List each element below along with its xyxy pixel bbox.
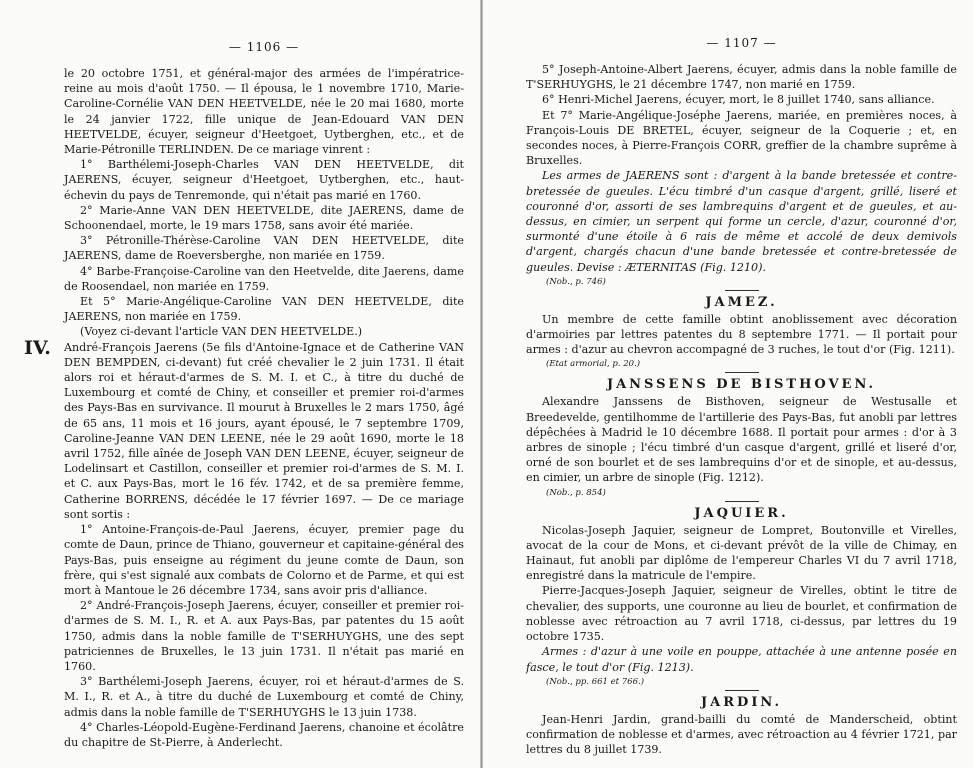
source-reference: (Nob., p. 854): [546, 487, 606, 498]
arms-description: Les armes de JAERENS sont : d'argent à la bande bretessée et contre-bretessée de gueules. L'écu timbré d'un casque d'argent, grillé, liseré et couronné d'or, assorti de ses lambrequins d'argent et de gueules, et au-dessus, en cimier, un serpent qui forme un cercle, d'azur, couronné d'or, surmonté d'une étoile à 6 rais de même et accolé de deux demivols d'argent, chargés chacun d'une bande bretessée et contre-bretessée de gueules. Devise : ÆTERNITAS (Fig. 1210).: [526, 169, 957, 274]
paragraph: Alexandre Janssens de Bisthoven, seigneur de Westusalle et Breedevelde, gentilhomme de l'artillerie des Pays-Bas, fut anobli par lettres dépêchées à Madrid le 10 décembre 1688. Il portait pour armes : d'or à 3 arbres de sinople ; l'écu timbré d'un casque d'argent, grillé et liseré d'or, orné de son bourlet et de ses lambrequins d'or et de sinople, et au-dessus, en cimier, un arbre de sinople (Fig. 1212).: [526, 395, 957, 485]
page-number: — 1107 —: [706, 36, 777, 50]
entry-title: JAMEZ.: [705, 294, 778, 310]
separator-rule: [725, 372, 759, 373]
separator-rule: [725, 290, 759, 291]
page-number: — 1106 —: [228, 40, 300, 54]
source-reference: (Nob., pp. 661 et 766.): [546, 676, 645, 687]
entry-title: JAQUIER.: [694, 505, 789, 521]
arms-description: Armes : d'azur à une voile en pouppe, attachée à une antenne posée en fasce, le tout d'or (Fig. 1213).: [526, 645, 957, 674]
paragraph: 3° Pétronille-Thérèse-Caroline VAN DEN HEETVELDE, dite JAERENS, dame de Roeversberghe, non mariée en 1759.: [64, 234, 464, 263]
separator-rule: [725, 690, 759, 691]
paragraph: le 20 octobre 1751, et général-major des armées de l'impératrice-reine au mois d'août 1750. — Il épousa, le 1 novembre 1710, Marie-Caroline-Cornélie VAN DEN HEETVELDE, née le 20 mai 1680, morte le 24 janvier 1722, fille unique de Jean-Edouard VAN DEN HEETVELDE, écuyer, seigneur d'Heetgoet, Uytberghen, etc., et de Marie-Pétronille TERLINDEN. De ce mariage vinrent :: [64, 67, 464, 157]
separator-rule: [725, 501, 759, 502]
paragraph: 5° Joseph-Antoine-Albert Jaerens, écuyer, admis dans la noble famille de T'SERHUYGHS, le 21 décembre 1747, non marié en 1759.: [526, 63, 957, 92]
paragraph: 2° Marie-Anne VAN DEN HEETVELDE, dite JAERENS, dame de Schoonendael, morte, le 19 mars 1758, sans avoir été mariée.: [64, 203, 464, 233]
paragraph: Un membre de cette famille obtint anoblissement avec décoration d'armoiries par lettres patentes du 8 septembre 1771. — Il portait pour armes : d'azur au chevron accompagné de 3 ruches, le tout d'or (Fig. 1211).: [526, 312, 957, 357]
left-page: [0, 0, 478, 768]
paragraph: 4° Barbe-Françoise-Caroline van den Heetvelde, dite Jaerens, dame de Roosendael, non mariée en 1759.: [64, 264, 464, 293]
source-reference: (Nob., p. 746): [546, 276, 606, 287]
paragraph: 3° Barthélemi-Joseph Jaerens, écuyer, roi et héraut-d'armes de S. M. I., R. et A., à titre du duché de Luxembourg et comté de Chiny, admis dans la noble famille de T'SERHUYGHS le 13 juin 1738.: [64, 675, 464, 719]
paragraph: 2° André-François-Joseph Jaerens, écuyer, conseiller et premier roi-d'armes de S. M. I., R. et A. aux Pays-Bas, par patentes du 15 août 1750, admis dans la noble famille de T'SERHUYGHS, une des sept patriciennes de Bruxelles, le 13 juin 1731. Il n'était pas marié en 1760.: [64, 599, 464, 673]
right-page: [486, 0, 973, 768]
paragraph: André-François Jaerens (5e fils d'Antoine-Ignace et de Catherine VAN DEN BEMPDEN, ci-devant) fut créé chevalier le 2 juin 1731. Il était alors roi et héraut-d'armes de S. M. I. et C., à titre du duché de Luxembourg et comté de Chiny, et conseiller et premier roi-d'armes des Pays-Bas en survivance. Il mourut à Bruxelles le 2 mars 1750, âgé de 65 ans, 11 mois et 16 jours, ayant épousé, le 7 septembre 1709, Caroline-Jeanne VAN DEN LEENE, née le 29 août 1690, morte le 18 avril 1752, fille aînée de Joseph VAN DEN LEENE, écuyer, seigneur de Lodelinsart et Castillon, conseiller et premier roi-d'armes de S. M. I. et C. aux Pays-Bas, mort le 16 fév. 1742, et de sa première femme, Catherine BORRENS, décédée le 17 février 1697. — De ce mariage sont sortis :: [64, 340, 464, 521]
paragraph: Et 7° Marie-Angélique-Joséphe Jaerens, mariée, en premières noces, à François-Louis DE BRETEL, écuyer, seigneur de la Coquerie ; et, en secondes noces, à Pierre-François CORR, greffier de la chambre suprême à Bruxelles.: [526, 108, 957, 168]
section-iv: [24, 336, 464, 522]
paragraph: 4° Charles-Léopold-Eugène-Ferdinand Jaerens, chanoine et écolâtre du chapitre de St-Pierre, à Anderlecht.: [64, 720, 464, 749]
entry-title: JANSSENS DE BISTHOVEN.: [606, 377, 877, 393]
paragraph: Et 5° Marie-Angélique-Caroline VAN DEN HEETVELDE, dite JAERENS, non mariée en 1759.: [64, 295, 464, 324]
section-numeral: IV.: [24, 336, 51, 359]
paragraph: 1° Barthélemi-Joseph-Charles VAN DEN HEETVELDE, dit JAERENS, écuyer, seigneur d'Heetgoet, Uytberghen, etc., haut-échevin du pays de Tenremonde, qui n'était pas marié en 1760.: [64, 158, 464, 202]
entry-title: JARDIN.: [701, 694, 782, 710]
paragraph: 1° Antoine-François-de-Paul Jaerens, écuyer, premier page du comte de Daun, prince de Thiano, gouverneur et capitaine-général des Pays-Bas, puis enseigne au régiment du jeune comte de Daun, son frère, qui s'est signalé aux combats de Colorno et de Parme, et qui est mort à Mantoue le 26 décembre 1734, sans avoir pris d'alliance.: [64, 523, 464, 597]
paragraph: Jean-Henri Jardin, grand-bailli du comté de Manderscheid, obtint confirmation de noblesse et d'armes, avec rétroaction au 4 février 1721, par lettres du 8 juillet 1739.: [526, 712, 957, 757]
paragraph: Pierre-Jacques-Joseph Jaquier, seigneur de Virelles, obtint le titre de chevalier, des supports, une couronne au lieu de bourlet, et confirmation de noblesse avec rétroaction au 7 avril 1718, ci-dessus, par lettres du 19 octobre 1735.: [526, 584, 957, 644]
paragraph: Nicolas-Joseph Jaquier, seigneur de Lompret, Boutonville et Virelles, avocat de la cour de Mons, et ci-devant prévôt de la ville de Chimay, en Hainaut, fut anobli par diplôme de l'empereur Charles VI du 7 avril 1718, enregistré dans la matricule de l'empire.: [526, 523, 957, 583]
paragraph: 6° Henri-Michel Jaerens, écuyer, mort, le 8 juillet 1740, sans alliance.: [542, 93, 935, 107]
cross-reference: (Voyez ci-devant l'article VAN DEN HEETVELDE.): [80, 325, 363, 339]
source-reference: (Etat armorial, p. 20.): [546, 359, 641, 370]
book-spine: [480, 0, 483, 768]
